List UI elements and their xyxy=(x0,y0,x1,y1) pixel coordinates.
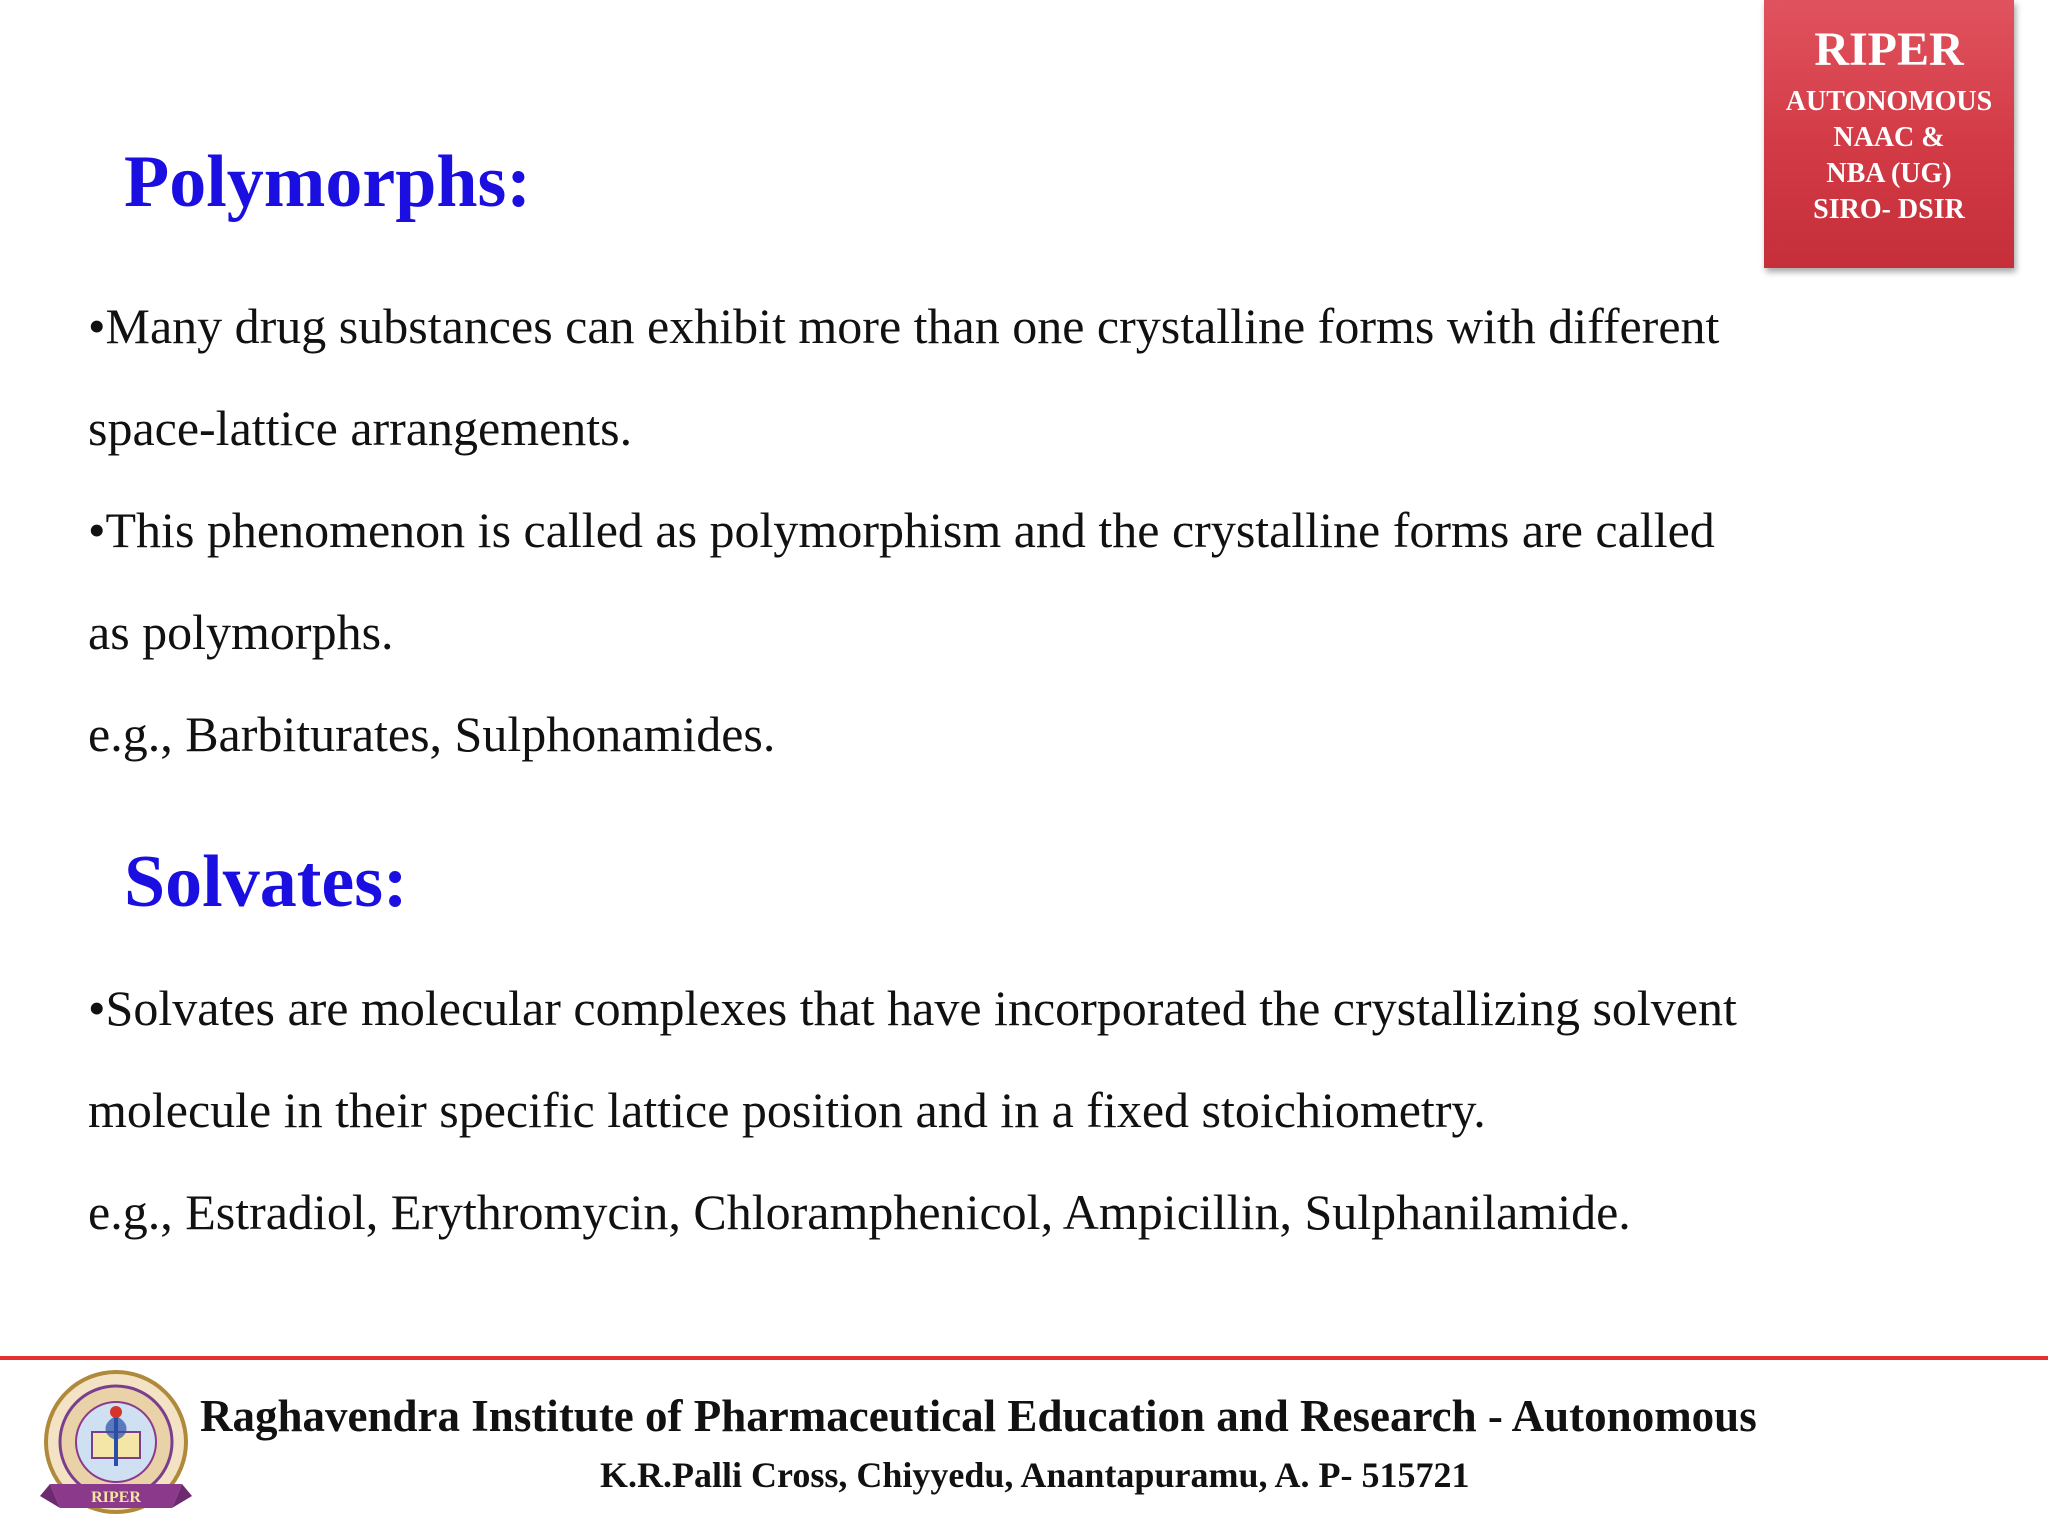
institute-address: K.R.Palli Cross, Chiyyedu, Anantapuramu, A. P- 515721 xyxy=(600,1455,1470,1495)
institute-seal-icon xyxy=(36,1366,196,1528)
logo-banner-text: RIPER xyxy=(91,1489,141,1506)
solvates-heading: Solvates: xyxy=(124,841,408,923)
badge-line-nba: NBA (UG) xyxy=(1826,158,1952,189)
polymorphs-example: e.g., Barbiturates, Sulphonamides. xyxy=(88,706,776,762)
badge-line-siro: SIRO- DSIR xyxy=(1813,194,1965,225)
badge-title: RIPER xyxy=(1814,23,1964,76)
polymorphs-heading: Polymorphs: xyxy=(124,141,531,223)
accreditation-badge xyxy=(1764,0,2014,268)
badge-line-naac: NAAC & xyxy=(1833,122,1945,153)
polymorphs-line: space-lattice arrangements. xyxy=(88,400,633,456)
solvates-example: e.g., Estradiol, Erythromycin, Chloramphenicol, Ampicillin, Sulphanilamide. xyxy=(88,1184,1631,1240)
polymorphs-line: •Many drug substances can exhibit more than one crystalline forms with different xyxy=(88,298,1720,354)
institute-name: Raghavendra Institute of Pharmaceutical Education and Research - Autonomous xyxy=(200,1391,1757,1441)
badge-line-autonomous: AUTONOMOUS xyxy=(1785,86,1993,117)
polymorphs-line: as polymorphs. xyxy=(88,604,394,660)
polymorphs-line: •This phenomenon is called as polymorphism and the crystalline forms are called xyxy=(88,502,1715,558)
footer-divider xyxy=(0,1356,2048,1360)
solvates-line: molecule in their specific lattice position and in a fixed stoichiometry. xyxy=(88,1082,1486,1138)
solvates-line: •Solvates are molecular complexes that have incorporated the crystallizing solvent xyxy=(88,980,1737,1036)
